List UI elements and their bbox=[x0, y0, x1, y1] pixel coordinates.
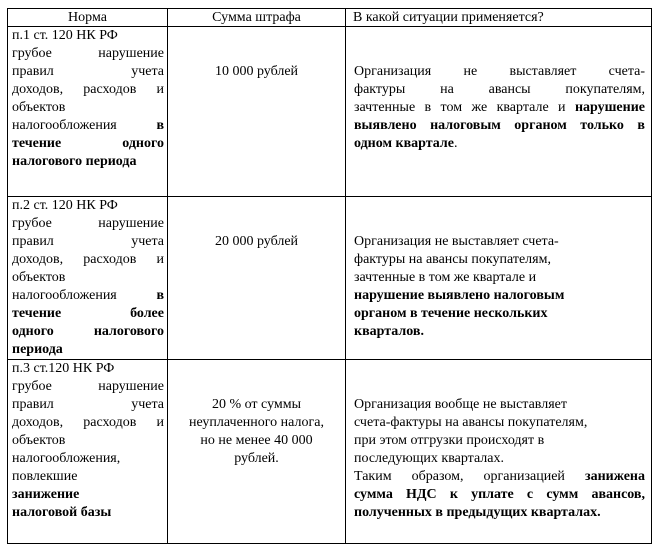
penalty-sum-line: но не менее 40 000 bbox=[200, 433, 313, 448]
cell-spacer bbox=[354, 27, 645, 63]
norm-line bbox=[12, 153, 164, 171]
penalty-sum-cell bbox=[168, 197, 346, 360]
text-run: повлекшие bbox=[12, 469, 78, 484]
text-run: правил учета bbox=[12, 397, 164, 412]
text-run: последующих кварталах. bbox=[354, 451, 505, 466]
text-run: Таким образом, организацией bbox=[354, 469, 585, 484]
norm-cell bbox=[8, 197, 168, 360]
norm-line bbox=[12, 27, 164, 45]
bold-text-run: занижение bbox=[12, 487, 80, 502]
penalty-sum-line: 10 000 рублей bbox=[214, 64, 299, 79]
norm-line bbox=[12, 341, 164, 359]
bold-text-run: в bbox=[156, 118, 164, 133]
norm-line bbox=[12, 117, 164, 135]
text-run: правил учета bbox=[12, 64, 164, 79]
norm-line bbox=[12, 504, 164, 522]
situation-line bbox=[354, 396, 645, 414]
norm-cell bbox=[8, 27, 168, 197]
bold-text-run: течение одного bbox=[12, 136, 164, 151]
bold-text-run: кварталов. bbox=[354, 324, 424, 339]
bold-text-run: периода bbox=[12, 342, 63, 357]
bold-text-run: в bbox=[156, 288, 164, 303]
text-run: правил учета bbox=[12, 234, 164, 249]
norm-line bbox=[12, 269, 164, 287]
table-row bbox=[8, 360, 652, 544]
situation-line bbox=[354, 251, 645, 269]
text-run: п.3 ст.120 НК РФ bbox=[12, 361, 115, 376]
text-run: доходов, расходов и bbox=[12, 415, 164, 430]
penalty-sum-line: неуплаченного налога, bbox=[189, 415, 324, 430]
situation-line bbox=[354, 468, 645, 486]
situation-line bbox=[354, 99, 645, 117]
text-run: доходов, расходов и bbox=[12, 82, 164, 97]
situation-line bbox=[354, 135, 645, 153]
situation-line bbox=[354, 63, 645, 81]
text-run: фактуры на авансы покупателям, bbox=[354, 252, 551, 267]
norm-line bbox=[12, 215, 164, 233]
norm-line bbox=[12, 468, 164, 486]
bold-text-run: органом в течение нескольких bbox=[354, 306, 548, 321]
situation-cell bbox=[346, 27, 652, 197]
cell-spacer bbox=[168, 360, 345, 396]
text-run: грубое нарушение bbox=[12, 379, 164, 394]
norm-line bbox=[12, 197, 164, 215]
bold-text-run: занижена bbox=[584, 469, 645, 484]
bold-text-run: сумма НДС к уплате с сумм авансов, bbox=[354, 487, 645, 502]
text-run: объектов bbox=[12, 270, 66, 285]
norm-line bbox=[12, 360, 164, 378]
penalty-sum-line: 20 000 рублей bbox=[214, 234, 299, 249]
norm-line bbox=[12, 305, 164, 323]
situation-line bbox=[354, 233, 645, 251]
text-run: грубое нарушение bbox=[12, 216, 164, 231]
situation-line bbox=[354, 414, 645, 432]
header-row bbox=[8, 9, 652, 27]
header-norm: Норма bbox=[8, 9, 168, 27]
situation-line bbox=[354, 117, 645, 135]
cell-spacer bbox=[168, 197, 345, 233]
norm-line bbox=[12, 323, 164, 341]
situation-line bbox=[354, 81, 645, 99]
norm-line bbox=[12, 99, 164, 117]
text-run: . bbox=[453, 136, 458, 151]
text-run: п.2 ст. 120 НК РФ bbox=[12, 198, 118, 213]
text-run: налогообложения bbox=[12, 118, 157, 133]
norm-line bbox=[12, 486, 164, 504]
bold-text-run: течение более bbox=[12, 306, 164, 321]
text-run: фактуры на авансы покупателям, bbox=[354, 82, 645, 97]
norm-line bbox=[12, 251, 164, 269]
situation-line bbox=[354, 450, 645, 468]
situation-cell bbox=[346, 197, 652, 360]
norm-line bbox=[12, 432, 164, 450]
cell-spacer bbox=[168, 27, 345, 63]
norm-line bbox=[12, 378, 164, 396]
text-run: Организация не выставляет счета- bbox=[354, 234, 559, 249]
header-sum: Сумма штрафа bbox=[168, 9, 346, 27]
bold-text-run: нарушение bbox=[574, 100, 645, 115]
situation-line bbox=[354, 486, 645, 504]
situation-line bbox=[354, 432, 645, 450]
norm-line bbox=[12, 45, 164, 63]
penalty-sum-line: рублей. bbox=[234, 451, 279, 466]
penalty-sum-cell bbox=[168, 27, 346, 197]
bold-text-run: одного налогового bbox=[12, 324, 164, 339]
text-run: п.1 ст. 120 НК РФ bbox=[12, 28, 118, 43]
norm-line bbox=[12, 233, 164, 251]
text-run: счета-фактуры на авансы покупателям, bbox=[354, 415, 588, 430]
norm-line bbox=[12, 287, 164, 305]
text-run: объектов bbox=[12, 100, 66, 115]
text-run: доходов, расходов и bbox=[12, 252, 164, 267]
text-run: Организация не выставляет счета- bbox=[354, 64, 645, 79]
cell-spacer bbox=[354, 197, 645, 233]
text-run: объектов bbox=[12, 433, 66, 448]
text-run: зачтенные в том же квартале и bbox=[354, 270, 537, 285]
penalty-table bbox=[7, 8, 652, 544]
bold-text-run: налоговой базы bbox=[12, 505, 112, 520]
situation-line bbox=[354, 305, 645, 323]
situation-line bbox=[354, 287, 645, 305]
situation-line bbox=[354, 323, 645, 341]
cell-spacer bbox=[354, 360, 645, 396]
table-row bbox=[8, 27, 652, 197]
norm-line bbox=[12, 63, 164, 81]
text-run: зачтенные в том же квартале и bbox=[354, 100, 575, 115]
penalty-sum-cell bbox=[168, 360, 346, 544]
bold-text-run: одном квартале bbox=[354, 136, 454, 151]
table-row bbox=[8, 197, 652, 360]
bold-text-run: полученных в предыдущих кварталах. bbox=[354, 505, 601, 520]
penalty-sum-line: 20 % от суммы bbox=[211, 397, 302, 412]
text-run: налогообложения bbox=[12, 288, 157, 303]
situation-line bbox=[354, 504, 645, 522]
norm-line bbox=[12, 450, 164, 468]
norm-line bbox=[12, 414, 164, 432]
header-situation: В какой ситуации применяется? bbox=[346, 9, 652, 27]
text-run: Организация вообще не выставляет bbox=[354, 397, 567, 412]
situation-line bbox=[354, 269, 645, 287]
text-run: грубое нарушение bbox=[12, 46, 164, 61]
text-run: при этом отгрузки происходят в bbox=[354, 433, 545, 448]
bold-text-run: налогового периода bbox=[12, 154, 137, 169]
bold-text-run: нарушение выявлено налоговым bbox=[354, 288, 565, 303]
situation-cell bbox=[346, 360, 652, 544]
norm-line bbox=[12, 135, 164, 153]
text-run: налогообложения, bbox=[12, 451, 121, 466]
norm-line bbox=[12, 81, 164, 99]
bold-text-run: выявлено налоговым органом только в bbox=[354, 118, 645, 133]
norm-line bbox=[12, 396, 164, 414]
norm-cell bbox=[8, 360, 168, 544]
